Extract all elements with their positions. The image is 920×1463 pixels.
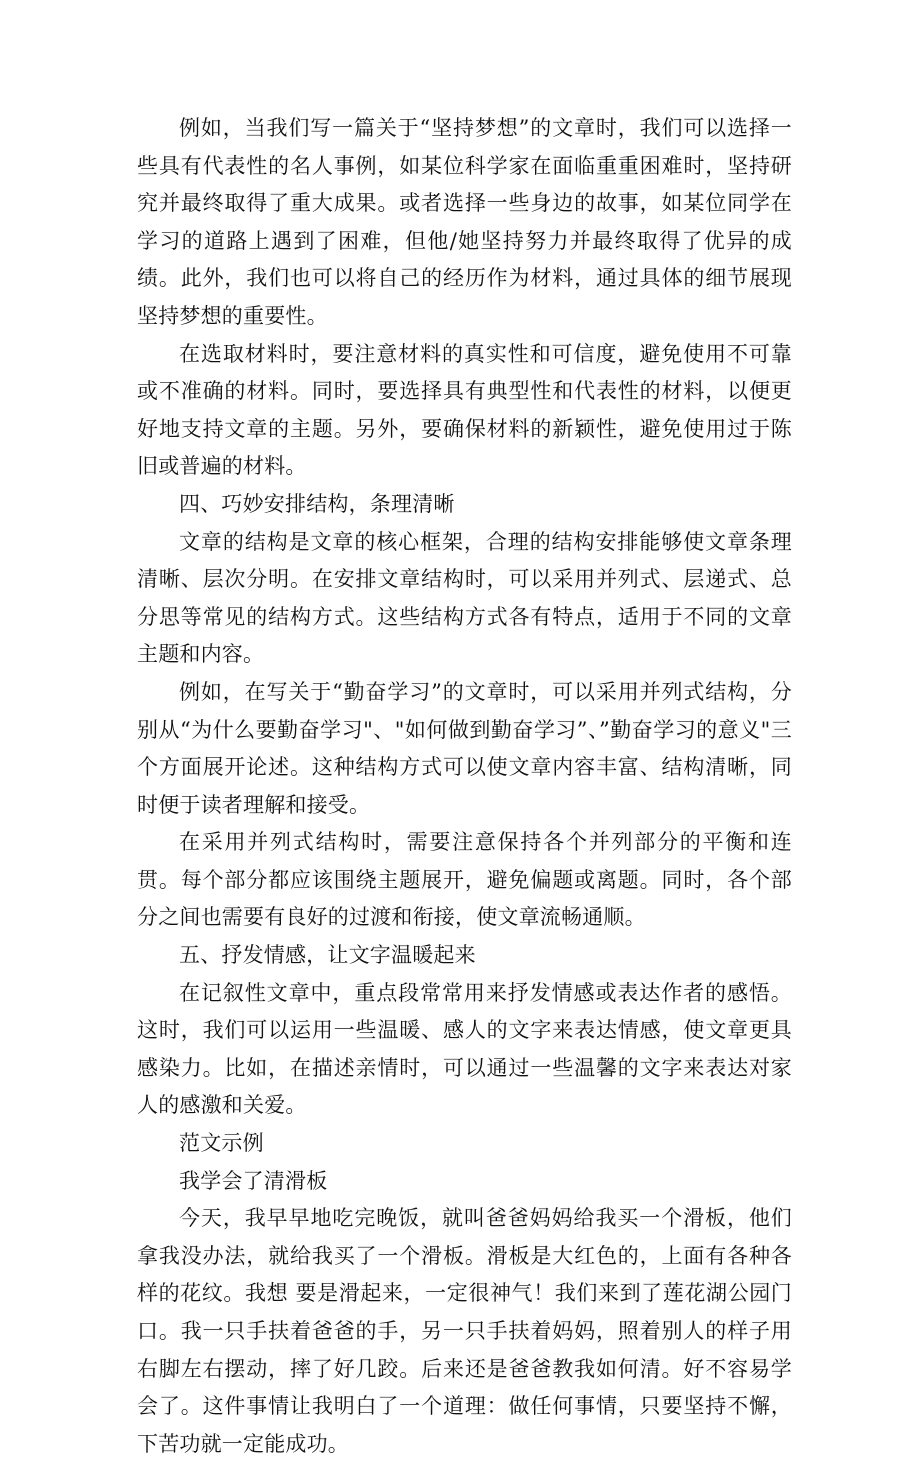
paragraph-emotion: 在记叙性文章中，重点段常常用来抒发情感或表达作者的感悟。这时，我们可以运用一些温暖、感人的文字来表达情感，使文章更具感染力。比如，在描述亲情时，可以通过一些温馨的文字来表达对家人的感激和关爱。 bbox=[137, 980, 792, 1118]
sample-essay-title: 我学会了清滑板 bbox=[179, 1168, 328, 1193]
sample-essay-label: 范文示例 bbox=[179, 1131, 264, 1156]
section-heading-structure: 四、巧妙安排结构，条理清晰 bbox=[179, 491, 455, 516]
section-heading-emotion: 五、抒发情感，让文字温暖起来 bbox=[179, 943, 476, 968]
paragraph-example-dream: 例如，当我们写一篇关于“坚持梦想”的文章时，我们可以选择一些具有代表性的名人事例，如某位科学家在面临重重困难时，坚持研究并最终取得了重大成果。或者选择一些身边的故事，如某位同学在学习的道路上遇到了困难，但他/她坚持努力并最终取得了优异的成绩。此外，我们也可以将自己的经历作为材料，通过具体的细节展现坚持梦想的重要性。 bbox=[137, 116, 792, 328]
paragraph-structure-example: 例如，在写关于“勤奋学习”的文章时，可以采用并列式结构，分别从“为什么要勤奋学习"、"如何做到勤奋学习”、”勤奋学习的意义"三个方面展开论述。这种结构方式可以使文章内容丰富、结构清晰，同时便于读者理解和接受。 bbox=[137, 679, 792, 817]
paragraph-material-selection: 在选取材料时，要注意材料的真实性和可信度，避免使用不可靠或不准确的材料。同时，要选择具有典型性和代表性的材料，以便更好地支持文章的主题。另外，要确保材料的新颖性，避免使用过于陈旧或普遍的材料。 bbox=[137, 341, 792, 479]
sample-essay-body: 今天，我早早地吃完晚饭，就叫爸爸妈妈给我买一个滑板，他们拿我没办法，就给我买了一个滑板。滑板是大红色的，上面有各种各样的花纹。我想 要是滑起来，一定很神气！我们来到了莲花湖公园门口。我一只手扶着爸爸的手，另一只手扶着妈妈，照着别人的样子用右脚左右摆动，摔了好几跤。后来还是爸爸教我如何清。好不容易学会了。这件事情让我明白了一个道理：做任何事情，只要坚持不懈，下苦功就一定能成功。 bbox=[137, 1206, 792, 1456]
paragraph-structure-intro: 文章的结构是文章的核心框架，合理的结构安排能够使文章条理清晰、层次分明。在安排文章结构时，可以采用并列式、层递式、总分思等常见的结构方式。这些结构方式各有特点，适用于不同的文章主题和内容。 bbox=[137, 529, 792, 667]
document-body bbox=[137, 110, 792, 1463]
paragraph-parallel-structure: 在采用并列式结构时，需要注意保持各个并列部分的平衡和连贯。每个部分都应该围绕主题展开，避免偏题或离题。同时，各个部分之间也需要有良好的过渡和衔接，使文章流畅通顺。 bbox=[137, 830, 792, 930]
